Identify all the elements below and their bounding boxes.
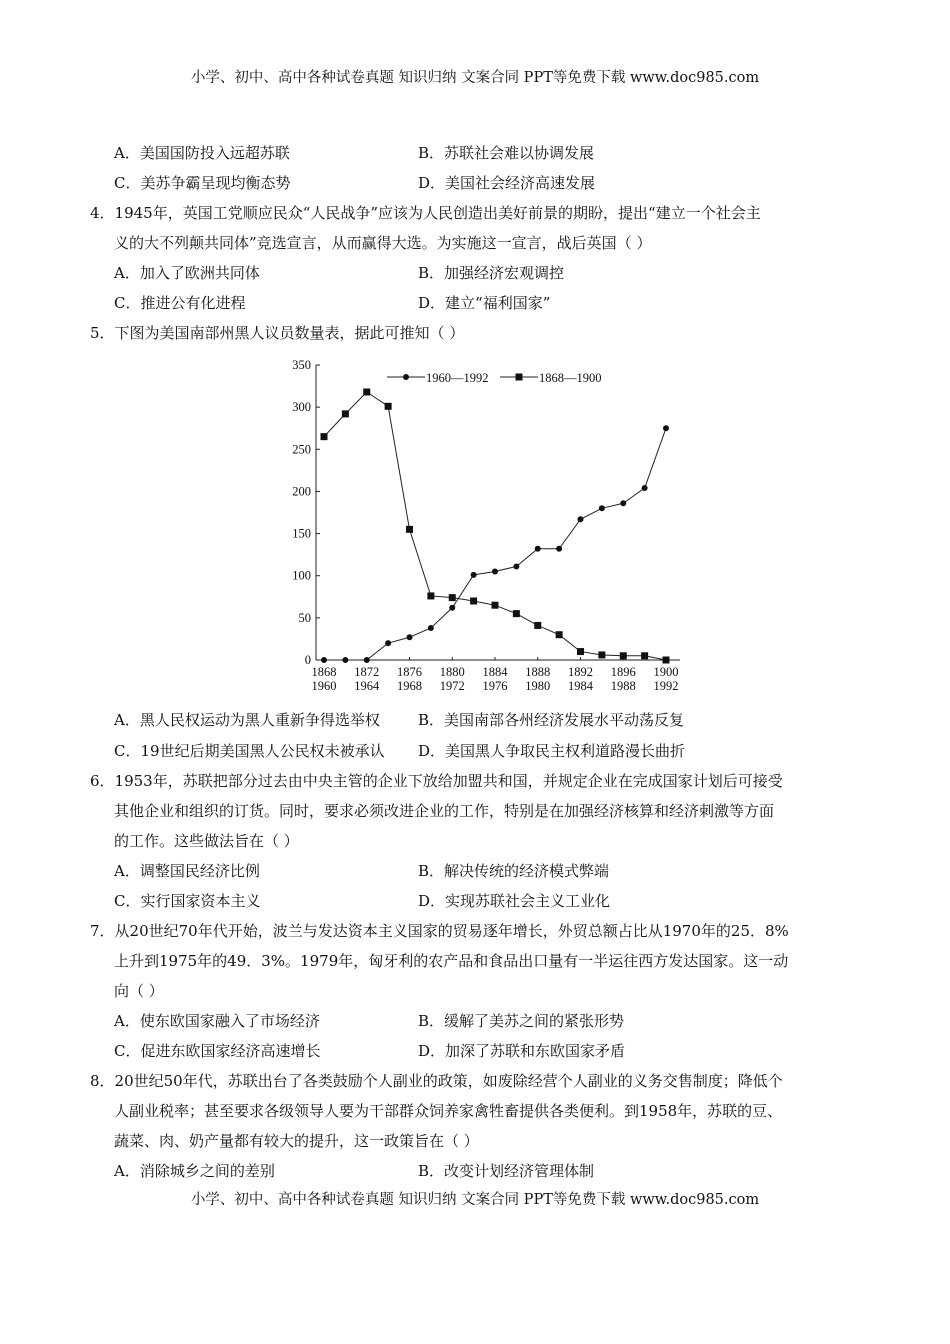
series-line-1960—1992 [324, 428, 666, 660]
data-point [577, 648, 584, 655]
data-point [513, 610, 520, 617]
data-point [321, 433, 328, 440]
data-point [513, 563, 519, 569]
data-point [599, 505, 605, 511]
data-point [449, 594, 456, 601]
q7-option-d: D．加深了苏联和东欧国家矛盾 [418, 1042, 626, 1060]
y-tick-label: 250 [292, 442, 311, 457]
q6-text: 的工作。这些做法旨在（ ） [114, 832, 299, 850]
data-point [663, 657, 670, 664]
q7-option-c: C．促进东欧国家经济高速增长 [114, 1042, 321, 1060]
x-tick-label: 1960 [311, 679, 337, 693]
data-point [556, 546, 562, 552]
x-tick-label: 1984 [568, 679, 593, 693]
y-tick-label: 100 [292, 568, 311, 583]
data-point [363, 388, 370, 395]
x-tick-label: 1872 [354, 665, 380, 679]
data-point [427, 592, 434, 599]
q3-option-a: A．美国国防投入远超苏联 [114, 144, 290, 162]
data-point [449, 605, 455, 611]
q8-text: 人副业税率；甚至要求各级领导人要为干部群众饲养家禽牲畜提供各类便利。到1958年，苏联的豆、 [114, 1102, 783, 1120]
x-tick-label: 1992 [653, 679, 679, 693]
data-point [620, 500, 626, 506]
y-tick-label: 150 [292, 526, 311, 541]
q6-option-a: A．调整国民经济比例 [114, 862, 260, 880]
page-footer: 小学、初中、高中各种试卷真题 知识归纳 文案合同 PPT等免费下载 www.doc985.com [190, 1192, 760, 1208]
q4-text: 4．1945年，英国工党顺应民众“人民战争”应该为人民创造出美好前景的期盼，提出“建立一个社会主 [90, 204, 761, 222]
data-point [471, 572, 477, 578]
data-point [342, 657, 348, 663]
q7-option-b: B．缓解了美苏之间的紧张形势 [418, 1012, 625, 1030]
x-tick-label: 1892 [568, 665, 593, 679]
q5-option-b: B．美国南部各州经济发展水平动荡反复 [418, 711, 685, 729]
legend-label: 1960—1992 [426, 371, 489, 385]
chart [270, 355, 700, 700]
data-point [620, 652, 627, 659]
data-point [385, 403, 392, 410]
x-tick-label: 1964 [354, 679, 380, 693]
q6-text: 其他企业和组织的订货。同时，要求必须改进企业的工作，特别是在加强经济核算和经济刺激等方面 [114, 802, 775, 820]
x-tick-label: 1896 [610, 665, 636, 679]
x-tick-label: 1868 [311, 665, 337, 679]
x-tick-label: 1884 [482, 665, 508, 679]
x-tick-label: 1900 [653, 665, 679, 679]
q3-option-d: D．美国社会经济高速发展 [418, 174, 596, 192]
q4-option-a: A．加入了欧洲共同体 [114, 264, 260, 282]
q8-text: 8．20世纪50年代，苏联出台了各类鼓励个人副业的政策，如废除经营个人副业的义务交售制度；降低个 [90, 1072, 783, 1090]
page-header: 小学、初中、高中各种试卷真题 知识归纳 文案合同 PPT等免费下载 www.doc985.com [190, 70, 760, 86]
q6-option-c: C．实行国家资本主义 [114, 892, 261, 910]
y-tick-label: 200 [292, 484, 311, 499]
data-point [492, 602, 499, 609]
x-tick-label: 1976 [482, 679, 508, 693]
x-tick-label: 1880 [439, 665, 465, 679]
data-point [578, 516, 584, 522]
y-tick-label: 0 [304, 653, 311, 667]
data-point [321, 657, 327, 663]
data-point [470, 598, 477, 605]
data-point [364, 657, 370, 663]
q4-option-b: B．加强经济宏观调控 [418, 264, 565, 282]
q8-text: 蔬菜、肉、奶产量都有较大的提升，这一政策旨在（ ） [114, 1132, 479, 1150]
q4-option-d: D．建立“福利国家” [418, 294, 551, 312]
data-point [642, 485, 648, 491]
data-point [663, 425, 669, 431]
data-point [641, 652, 648, 659]
data-point [407, 634, 413, 640]
q5-option-c: C．19世纪后期美国黑人公民权未被承认 [114, 742, 385, 760]
q4-option-c: C．推进公有化进程 [114, 294, 246, 312]
data-point [535, 546, 541, 552]
data-point [385, 640, 391, 646]
q3-option-c: C．美苏争霸呈现均衡态势 [114, 174, 291, 192]
q4-text: 义的大不列颠共同体”竞选宣言，从而赢得大选。为实施这一宣言，战后英国（ ） [114, 234, 652, 252]
y-tick-label: 50 [298, 610, 311, 625]
x-tick-label: 1980 [525, 679, 551, 693]
q8-option-a: A．消除城乡之间的差别 [114, 1162, 275, 1180]
x-tick-label: 1968 [397, 679, 422, 693]
x-tick-label: 1972 [439, 679, 465, 693]
data-point [492, 569, 498, 575]
legend-marker [516, 374, 523, 381]
q6-text: 6．1953年，苏联把部分过去由中央主管的企业下放给加盟共和国，并规定企业在完成国家计划后可接受 [90, 772, 783, 790]
x-tick-label: 1888 [525, 665, 551, 679]
data-point [406, 526, 413, 533]
x-tick-label: 1876 [397, 665, 422, 679]
y-tick-label: 300 [292, 400, 311, 415]
q7-text: 7．从20世纪70年代开始，波兰与发达资本主义国家的贸易逐年增长，外贸总额占比从1970年的25．8% [90, 922, 789, 940]
q5-text: 5．下图为美国南部州黑人议员数量表，据此可推知（ ） [90, 324, 465, 342]
legend-label: 1868—1900 [539, 371, 602, 385]
data-point [556, 631, 563, 638]
x-tick-label: 1988 [610, 679, 636, 693]
data-point [598, 651, 605, 658]
q6-option-d: D．实现苏联社会主义工业化 [418, 892, 611, 910]
q5-option-d: D．美国黑人争取民主权利道路漫长曲折 [418, 742, 686, 760]
legend-marker [403, 374, 409, 380]
q3-option-b: B．苏联社会难以协调发展 [418, 144, 595, 162]
data-point [342, 410, 349, 417]
q8-option-b: B．改变计划经济管理体制 [418, 1162, 595, 1180]
y-tick-label: 350 [292, 358, 311, 372]
data-point [534, 622, 541, 629]
q6-option-b: B．解决传统的经济模式弊端 [418, 862, 610, 880]
data-point [428, 625, 434, 631]
q7-text: 上升到1975年的49．3%。1979年，匈牙利的农产品和食品出口量有一半运往西方发达国家。这一动 [114, 952, 789, 970]
q7-text: 向（ ） [114, 982, 164, 1000]
series-line-1868—1900 [324, 392, 666, 660]
q5-option-a: A．黑人民权运动为黑人重新争得选举权 [114, 711, 380, 729]
q7-option-a: A．使东欧国家融入了市场经济 [114, 1012, 320, 1030]
